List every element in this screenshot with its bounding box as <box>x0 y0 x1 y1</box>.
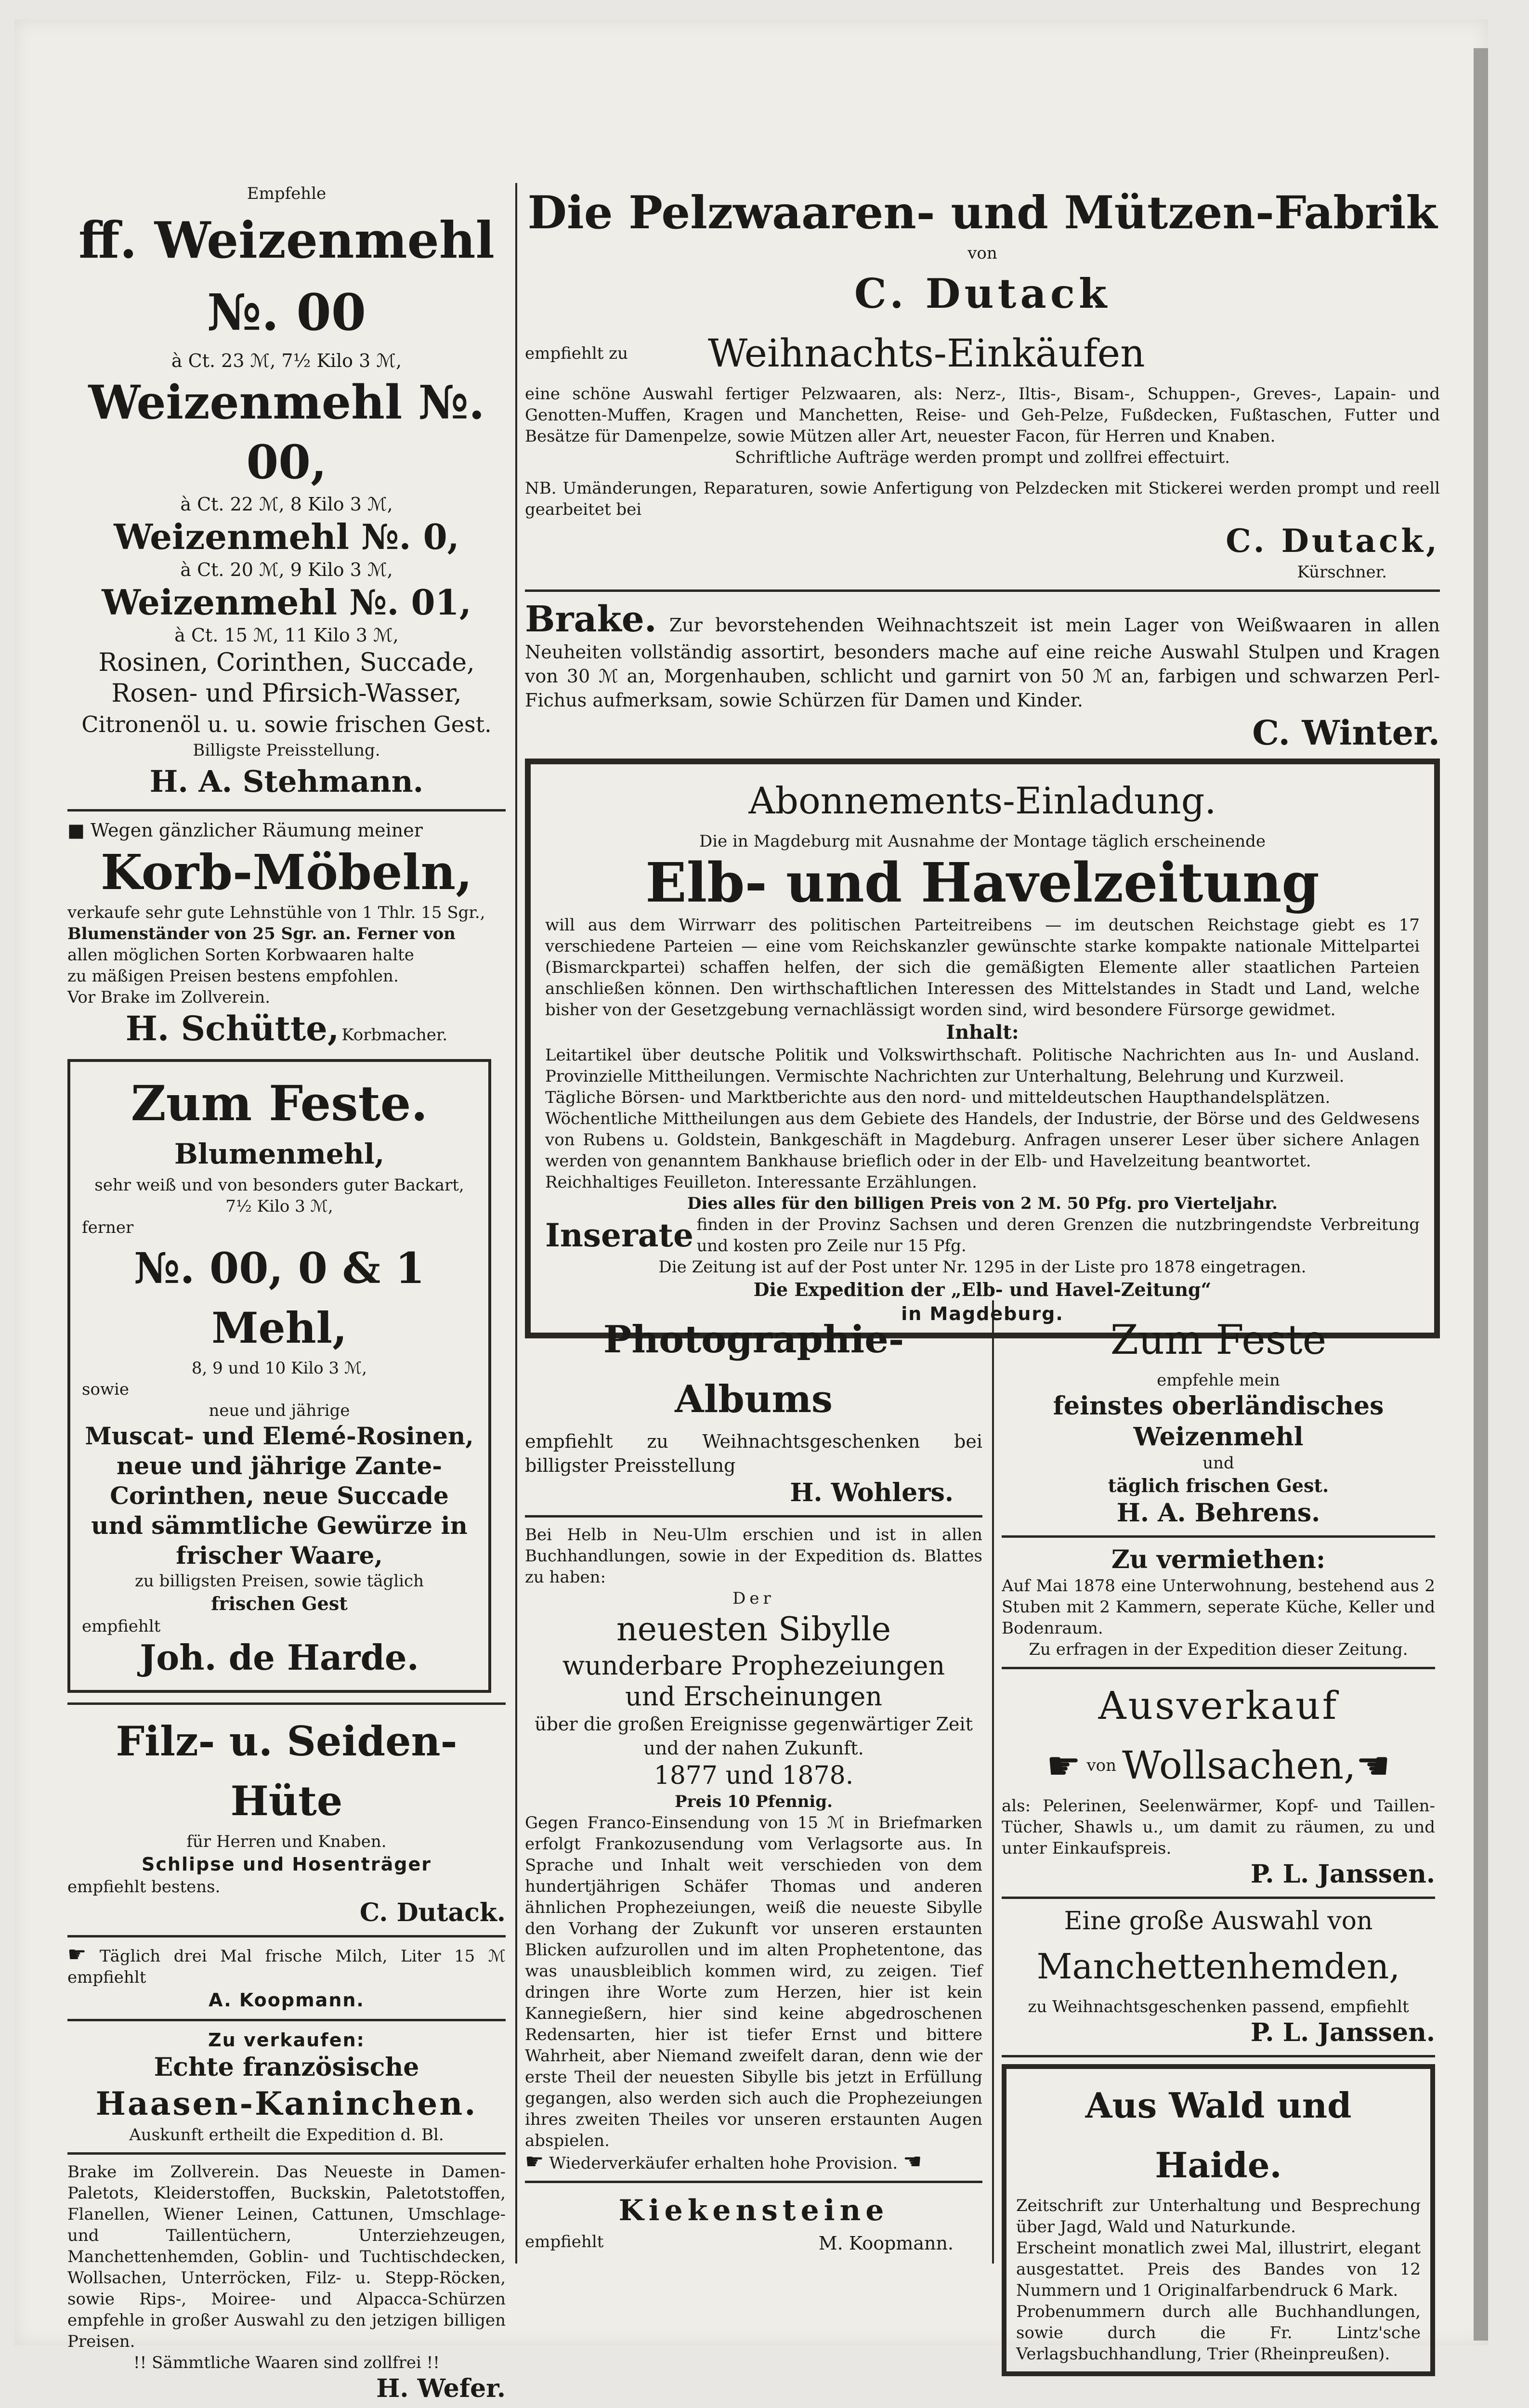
ad-line: №. 00, 0 & 1 Mehl, <box>134 1243 425 1353</box>
ad-sibylle <box>525 1524 982 2174</box>
page-edge <box>1474 48 1488 2341</box>
ad-kiekensteine <box>525 2190 982 2255</box>
ad-ausverkauf <box>1002 1676 1435 1890</box>
ad-subtitle: Weihnachts-Einkäufen <box>708 331 1145 376</box>
ad-inserate-row <box>545 1214 1420 1256</box>
ad-line: von <box>967 244 997 263</box>
ad-line: für Herren und Knaben. <box>186 1832 387 1851</box>
ad-behrens <box>1002 1310 1435 1529</box>
ad-signature: C. Winter. <box>1252 713 1440 753</box>
ad-signature: C. Dutack, <box>1226 522 1440 560</box>
ad-line: Der <box>732 1589 775 1608</box>
ad-signature: A. Koopmann. <box>209 1989 365 2011</box>
ad-text: Reichhaltiges Feuilleton. Interessante Erzählungen. <box>545 1173 977 1192</box>
ad-signature: C. Dutack. <box>359 1898 506 1927</box>
ad-line: Rosinen, Corinthen, Succade, <box>98 648 475 677</box>
column-left <box>67 183 506 2403</box>
ad-title: Manchettenhemden, <box>1036 1946 1400 1987</box>
ad-line: Die in Magdeburg mit Ausnahme der Montage täglich erscheinende <box>699 832 1266 851</box>
ad-text: Bei Helb in Neu-Ulm erschien und ist in allen Buchhandlungen, sowie in der Expedition ds. Blattes zu haben: <box>525 1525 982 1587</box>
pointing-hand-icon: ☚ <box>902 2149 922 2174</box>
divider <box>67 2019 506 2021</box>
ad-line: zu billigsten Preisen, sowie täglich <box>135 1571 424 1591</box>
column-right <box>1002 1310 1435 2364</box>
divider <box>1002 1897 1435 1899</box>
ad-winter <box>525 599 1440 754</box>
ad-note: !! Sämmtliche Waaren sind zollfrei !! <box>133 2353 440 2372</box>
ad-line: Muscat- und Elemé-Rosinen, neue und jährige Zante-Corinthen, neue Succade und sämmtliche Gewürze in frischer Waare, <box>85 1422 474 1570</box>
ad-line: 8, 9 und 10 Kilo 3 ℳ, <box>191 1359 367 1378</box>
ad-title: Kiekensteine <box>618 2194 889 2227</box>
pointing-hand-icon: ☛ <box>525 2149 544 2174</box>
ad-signature: P. L. Janssen. <box>1250 1859 1435 1889</box>
ad-line: empfiehlt <box>82 1617 161 1636</box>
ad-line: sowie <box>82 1380 130 1399</box>
ad-title: Abonnements-Einladung. <box>748 779 1216 822</box>
ad-line: Weizenmehl <box>1133 1422 1304 1452</box>
ad-heading: Zu verkaufen: <box>208 2029 365 2051</box>
ad-hute <box>67 1712 506 1928</box>
ad-line: Weizenmehl №. 00, <box>88 375 485 489</box>
ad-text: als: Pelerinen, Seelenwärmer, Kopf- und Taillen-Tücher, Shawls u., um damit zu räumen, zu und unter Einkaufspreis. <box>1002 1796 1435 1858</box>
ad-line: Billigste Preisstellung. <box>193 741 380 760</box>
ad-line: Echte französische <box>154 2053 419 2082</box>
ad-line: und <box>1202 1453 1234 1473</box>
ad-signature: H. Wefer. <box>376 2374 506 2403</box>
ad-title: Aus Wald und Haide. <box>1085 2085 1352 2186</box>
divider <box>1002 1667 1435 1669</box>
ad-line: Haasen-Kaninchen. <box>95 2085 478 2122</box>
ad-text: Dies alles für den billigen Preis von 2 M. 50 Pfg. pro Vierteljahr. <box>687 1194 1278 1213</box>
ad-title: Filz- u. Seiden-Hüte <box>116 1717 457 1825</box>
ad-text: will aus dem Wirrwarr des politischen Parteitreibens — im deutschen Reichstage giebt es 17 verschiedene Parteien — eine vom Reichskanzler gewünschte starke kompakte nationale Mittelpartei (Bismarckpartei) schaffen helfen, der sich die gemäßigten Elemente aller staatlichen Parteien anschließen können. Den wirthschaftlichen Interessen des Mittelstandes in Stadt und Land, welche bisher von der Gesetzgebung vernachlässigt worden sind, wird besondere Fürsorge gewidmet. <box>545 916 1420 1020</box>
square-bullet-icon: ■ <box>67 820 91 841</box>
ad-item-row <box>1002 1736 1435 1795</box>
ad-line: ferner <box>82 1218 134 1237</box>
ad-kaninchen <box>67 2028 506 2146</box>
ad-signature-title: Kürschner. <box>1297 563 1387 582</box>
ad-text: Schriftliche Aufträge werden prompt und zollfrei effectuirt. <box>735 448 1230 467</box>
ad-price: à Ct. 22 ℳ, 8 Kilo 3 ℳ, <box>180 494 393 515</box>
ad-signature: H. Wohlers. <box>790 1478 954 1507</box>
divider <box>525 1515 982 1518</box>
ad-signature: Die Expedition der „Elb- und Havel-Zeitung“ <box>753 1279 1212 1300</box>
ad-line: Rosen- und Pfirsich-Wasser, <box>111 679 462 708</box>
ad-text: eine schöne Auswahl fertiger Pelzwaaren, als: Nerz-, Iltis-, Bisam-, Schuppen-, Greves-, Lapain- und Genotten-Muffen, Kragen und Manchetten, Reise- und Geh-Pelze, Fußdecken, Fußtaschen, Futter und Besätze für Damenpelze, sowie Mützen aller Art, neuester Facon, für Herren und Knaben. <box>525 384 1440 446</box>
pointing-hand-icon: ☛ <box>67 1942 87 1967</box>
ad-line: von <box>1086 1756 1117 1775</box>
divider <box>67 1702 506 1705</box>
ad-line: und Erscheinungen <box>625 1681 883 1712</box>
ad-signature: in Magdeburg. <box>901 1303 1064 1324</box>
ad-line: Weizenmehl №. 01, <box>102 582 471 623</box>
ad-subtitle-row <box>525 324 1440 383</box>
ad-text: Probenummern durch alle Buchhandlungen, sowie durch die Fr. Lintz'sche Verlagsbuchhandlung, Trier (Rheinpreußen). <box>1016 2302 1421 2364</box>
ad-text: Leitartikel über deutsche Politik und Volkswirthschaft. Politische Nachrichten aus In- und Ausland. Provinzielle Mittheilungen. Vermischte Nachrichten zur Unterhaltung, Belehrung und Kurzweil. <box>545 1046 1420 1086</box>
ad-heading: Inhalt: <box>946 1021 1019 1044</box>
ad-text: NB. Umänderungen, Reparaturen, sowie Anfertigung von Pelzdecken mit Stickerei werden prompt und reell gearbeitet bei <box>525 479 1440 519</box>
divider <box>67 2152 506 2155</box>
ad-line: empfiehlt bestens. <box>67 1877 221 1897</box>
ad-title: Korb-Möbeln, <box>101 844 472 901</box>
ad-vermieten <box>1002 1544 1435 1660</box>
divider <box>1002 2055 1435 2057</box>
ad-line: frischen Gest <box>211 1593 348 1614</box>
ad-title: Photographie-Albums <box>603 1318 904 1421</box>
ad-text: Gegen Franco-Einsendung von 15 ℳ in Briefmarken erfolgt Frankozusendung vom Verlagsorte aus. In Sprache und Inhalt weit verschieden von dem hundertjährigen Schäfer Thomas und anderen ähnlichen Prophezeiungen, weiß die neueste Sibylle den Vorhang der Zukunft vor unseren erstaunten Blicken aufzurollen und im alten Prophetentone, das was unausbleiblich kommen wird, zu zeigen. Tief dringen ihre Worte zum Herzen, hier ist kein Kannegießern, hier sind keine abgedroschenen Redensarten, hier ist tiefer Ernst und bittere Wahrheit, aber Niemand zweifelt daran, denn wie der erste Theil der neuesten Sibylle bis jetzt in Erfüllung gegangen, also werden sich auch die Prophezeiungen ihres zweiten Theiles vor unseren erstaunten Augen abspielen. <box>525 1813 982 2150</box>
ad-line: täglich frischen Gest. <box>1108 1475 1329 1496</box>
divider <box>525 589 1440 592</box>
ad-title: Die Pelzwaaren- und Mützen-Fabrik <box>527 186 1438 239</box>
ad-manchettenhemden <box>1002 1906 1435 2048</box>
ad-milch <box>67 1944 506 2012</box>
ad-line: über die großen Ereignisse gegenwärtiger Zeit und der nahen Zukunft. <box>535 1714 973 1759</box>
ad-line: Eine große Auswahl von <box>1064 1907 1373 1936</box>
ad-line: zu Weihnachtsgeschenken passend, empfiehlt <box>1028 1997 1409 2016</box>
top-right-area <box>525 183 1440 1324</box>
ad-signature: P. L. Janssen. <box>1250 2018 1435 2047</box>
ad-item: Wollsachen, <box>1122 1743 1356 1788</box>
ad-text: Blumenständer von 25 Sgr. an. Ferner von <box>67 924 456 943</box>
ad-abonnement <box>525 759 1440 1338</box>
ad-text: Zeitschrift zur Unterhaltung und Besprechung über Jagd, Wald und Naturkunde. <box>1016 2196 1421 2237</box>
ad-line: wunderbare Prophezeiungen <box>562 1650 945 1681</box>
divider <box>1002 1535 1435 1538</box>
column-middle <box>525 1310 982 2264</box>
ad-signature: H. A. Behrens. <box>1116 1498 1320 1528</box>
pointing-hand-left-icon: ☚ <box>1356 1743 1391 1788</box>
ad-inserate: Inserate <box>545 1217 694 1254</box>
ad-line: neue und jährige <box>209 1401 350 1420</box>
ad-signature: H. Schütte, Korbmacher. <box>125 1008 448 1048</box>
ad-wald-haide <box>1002 2064 1435 2376</box>
ad-signature: Joh. de Harde. <box>140 1637 419 1678</box>
ad-text: Die Zeitung ist auf der Post unter Nr. 1295 in der Liste pro 1878 eingetragen. <box>658 1257 1307 1277</box>
ad-line: empfehle mein <box>1157 1371 1280 1390</box>
ad-text: Auf Mai 1878 eine Unterwohnung, bestehend aus 2 Stuben mit 2 Kammern, seperate Küche, Keller und Bodenraum. <box>1002 1576 1435 1638</box>
ad-price: à Ct. 15 ℳ, 11 Kilo 3 ℳ, <box>174 625 399 646</box>
ad-line: Schlipse und Hosenträger <box>142 1854 431 1875</box>
ad-zum-feste <box>67 1059 491 1693</box>
ad-line: empfiehlt zu <box>525 344 628 363</box>
ad-weizenmehl <box>67 183 506 802</box>
ad-line: feinstes oberländisches <box>1053 1391 1384 1421</box>
ad-heading: Zu vermiethen: <box>1111 1545 1326 1574</box>
ad-line: Citronenöl u. u. sowie frischen Gest. <box>81 711 492 737</box>
ad-text: Wöchentliche Mittheilungen aus dem Gebiete des Handels, der Industrie, der Börse und des Geldwesens von Rubens u. Goldstein, Bankgeschäft in Magdeburg. Anfragen unserer Leser über sichere Anlagen werden von genanntem Bankhause brieflich oder in der Elb- und Havelzeitung beantwortet. <box>545 1109 1420 1171</box>
ad-paper-name: Elb- und Havelzeitung <box>645 851 1320 915</box>
divider <box>525 2181 982 2183</box>
ad-line: 7½ Kilo 3 ℳ, <box>225 1197 333 1216</box>
ad-footer-row <box>525 2231 982 2255</box>
ad-text: Zu erfragen in der Expedition dieser Zeitung. <box>1029 1640 1408 1659</box>
ad-name: C. Dutack <box>854 270 1111 317</box>
ad-photo-albums <box>525 1310 982 1508</box>
ad-title: Zum Feste. <box>131 1075 428 1132</box>
pointing-hand-right-icon: ☛ <box>1046 1743 1081 1788</box>
newspaper-page <box>14 19 1488 2403</box>
ad-text: empfiehlt zu Weihnachtsgeschenken bei billigster Preisstellung <box>525 1431 982 1476</box>
ad-line: empfiehlt <box>525 2232 604 2251</box>
ad-intro: Empfehle <box>247 184 327 203</box>
ad-text: ☛ Täglich drei Mal frische Milch, Liter 15 ℳ empfiehlt <box>67 1942 506 1987</box>
column-rule-2 <box>992 1300 994 2264</box>
ad-wefer-neuheiten <box>67 2161 506 2404</box>
ad-title: Zum Feste <box>1110 1316 1327 1363</box>
ad-text: zu mäßigen Preisen bestens empfohlen. <box>67 967 399 986</box>
ad-line: Auskunft ertheilt die Expedition d. Bl. <box>129 2125 444 2145</box>
ad-korb-moebel <box>67 818 506 1049</box>
ad-intro: ■ Wegen gänzlicher Räumung meiner <box>67 820 423 841</box>
divider <box>67 1935 506 1937</box>
ad-pelzwaaren <box>525 183 1440 583</box>
ad-price: à Ct. 20 ℳ, 9 Kilo 3 ℳ, <box>180 559 393 580</box>
ad-title: neuesten Sibylle <box>616 1610 891 1649</box>
divider <box>67 809 506 811</box>
ad-signature: H. A. Stehmann. <box>149 764 424 799</box>
ad-price: à Ct. 23 ℳ, 7½ Kilo 3 ℳ, <box>171 350 402 371</box>
ad-price: Preis 10 Pfennig. <box>675 1792 833 1811</box>
ad-text: ☛ Wiederverkäufer erhalten hohe Provision. ☚ <box>525 2149 922 2174</box>
ad-text: verkaufe sehr gute Lehnstühle von 1 Thlr. 15 Sgr., <box>67 903 485 922</box>
ad-title: Ausverkauf <box>1098 1683 1339 1728</box>
ad-text: Brake im Zollverein. Das Neueste in Damen-Paletots, Kleiderstoffen, Buckskin, Paletotstoffen, Flanellen, Wiener Leinen, Cattunen, Umschlage- und Taillentüchern, Unterziehzeugen, Manchettenhemden, Goblin- und Tuchtischdecken, Wollsachen, Unterröcken, Filz- u. Stepp-Röcken, sowie Rips-, Moiree- und Alpacca-Schürzen empfehle in großer Auswahl zu den jetzigen billigen Preisen. <box>67 2162 506 2351</box>
ad-line: Blumenmehl, <box>174 1138 385 1170</box>
ad-years: 1877 und 1878. <box>653 1761 854 1790</box>
ad-text: Vor Brake im Zollverein. <box>67 988 271 1007</box>
ad-text: Brake. Zur bevorstehenden Weihnachtszeit ist mein Lager von Weißwaaren in allen Neuheiten vollständig assortirt, besonders mache auf eine reiche Auswahl Stulpen und Kragen von 30 ℳ an, Morgenhauben, schlicht und garnirt von 50 ℳ an, farbigen und schwarzen Perl-Fichus aufmerksam, sowie Schürzen für Damen und Kinder. <box>525 599 1440 711</box>
ad-line: Weizenmehl №. 0, <box>114 516 459 557</box>
column-rule-1 <box>515 183 517 2264</box>
ad-text: finden in der Provinz Sachsen und deren Grenzen die nutzbringendste Verbreitung und kosten pro Zeile nur 15 Pfg. <box>696 1215 1420 1256</box>
ad-signature: M. Koopmann. <box>818 2233 954 2254</box>
ad-line: sehr weiß und von besonders guter Backart, <box>94 1176 464 1195</box>
ad-text: Tägliche Börsen- und Marktberichte aus den nord- und mitteldeutschen Haupthandelsplätzen. <box>545 1088 1331 1107</box>
ad-text: allen möglichen Sorten Korbwaaren halte <box>67 945 414 965</box>
ad-text: Erscheint monatlich zwei Mal, illustrirt, elegant ausgestattet. Preis des Bandes von 12 Nummern und 1 Originalfarbendruck 6 Mark. <box>1016 2238 1421 2300</box>
ad-line: ff. Weizenmehl №. 00 <box>78 210 495 342</box>
